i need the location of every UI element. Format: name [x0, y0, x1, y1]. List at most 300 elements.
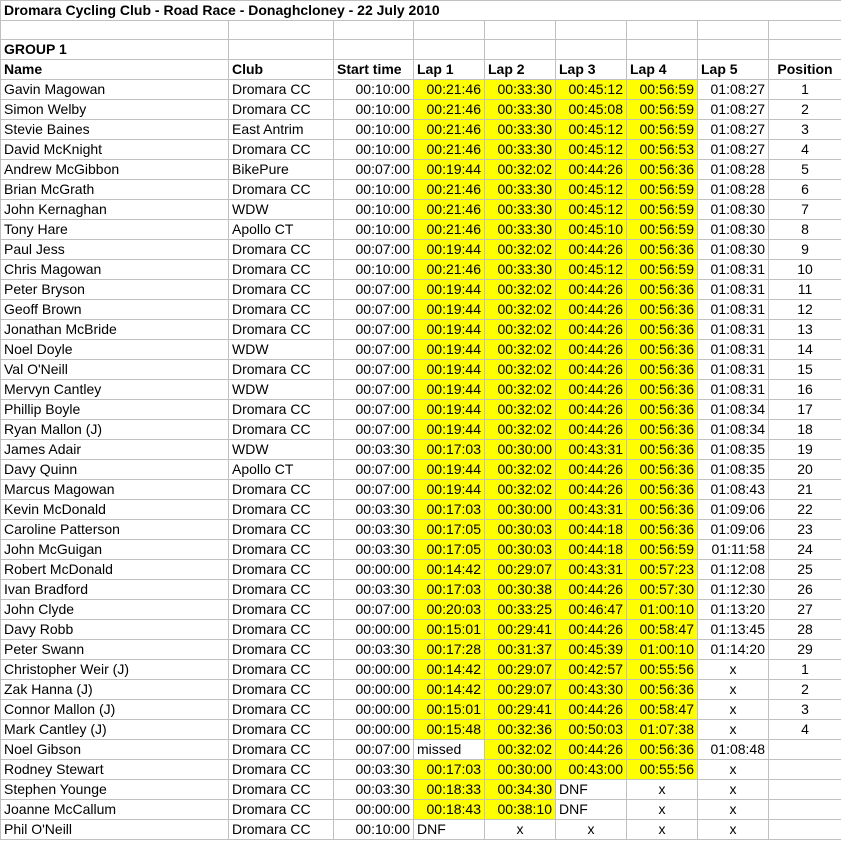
lap-2-cell[interactable]: 00:38:10 [485, 800, 556, 820]
lap-1-cell[interactable]: 00:17:28 [414, 640, 485, 660]
lap-4-cell[interactable]: 00:56:36 [627, 280, 698, 300]
start-time-cell[interactable]: 00:07:00 [334, 480, 414, 500]
club-cell[interactable]: Dromara CC [229, 700, 334, 720]
lap-3-cell[interactable]: 00:45:08 [556, 100, 627, 120]
position-cell[interactable]: 6 [769, 180, 841, 200]
start-time-cell[interactable]: 00:00:00 [334, 800, 414, 820]
lap-2-cell[interactable]: 00:33:30 [485, 260, 556, 280]
cell[interactable] [485, 40, 556, 60]
start-time-cell[interactable]: 00:00:00 [334, 720, 414, 740]
header-club[interactable]: Club [229, 60, 334, 80]
start-time-cell[interactable]: 00:10:00 [334, 260, 414, 280]
start-time-cell[interactable]: 00:10:00 [334, 180, 414, 200]
position-cell[interactable]: 29 [769, 640, 841, 660]
lap-4-cell[interactable]: 00:56:59 [627, 80, 698, 100]
position-cell[interactable]: 4 [769, 720, 841, 740]
lap-1-cell[interactable]: 00:19:44 [414, 420, 485, 440]
cell[interactable] [627, 40, 698, 60]
lap-5-cell[interactable]: 01:12:08 [698, 560, 769, 580]
position-cell[interactable] [769, 780, 841, 800]
rider-name-cell[interactable]: Davy Robb [1, 620, 229, 640]
position-cell[interactable]: 1 [769, 660, 841, 680]
header-lap-3[interactable]: Lap 3 [556, 60, 627, 80]
start-time-cell[interactable]: 00:00:00 [334, 680, 414, 700]
lap-5-cell[interactable]: 01:08:28 [698, 180, 769, 200]
rider-name-cell[interactable]: David McKnight [1, 140, 229, 160]
lap-2-cell[interactable]: 00:30:03 [485, 520, 556, 540]
lap-5-cell[interactable]: x [698, 720, 769, 740]
position-cell[interactable] [769, 760, 841, 780]
lap-1-cell[interactable]: 00:17:05 [414, 540, 485, 560]
lap-2-cell[interactable]: 00:32:36 [485, 720, 556, 740]
lap-1-cell[interactable]: 00:19:44 [414, 300, 485, 320]
lap-5-cell[interactable]: 01:08:31 [698, 260, 769, 280]
lap-4-cell[interactable]: 00:56:36 [627, 380, 698, 400]
club-cell[interactable]: Dromara CC [229, 300, 334, 320]
rider-name-cell[interactable]: Joanne McCallum [1, 800, 229, 820]
lap-1-cell[interactable]: missed [414, 740, 485, 760]
position-cell[interactable]: 25 [769, 560, 841, 580]
lap-1-cell[interactable]: 00:21:46 [414, 120, 485, 140]
start-time-cell[interactable]: 00:03:30 [334, 780, 414, 800]
club-cell[interactable]: WDW [229, 440, 334, 460]
lap-5-cell[interactable]: 01:08:27 [698, 80, 769, 100]
position-cell[interactable]: 3 [769, 120, 841, 140]
rider-name-cell[interactable]: Connor Mallon (J) [1, 700, 229, 720]
start-time-cell[interactable]: 00:10:00 [334, 80, 414, 100]
rider-name-cell[interactable]: Christopher Weir (J) [1, 660, 229, 680]
lap-4-cell[interactable]: 01:07:38 [627, 720, 698, 740]
header-position[interactable]: Position [769, 60, 841, 80]
rider-name-cell[interactable]: Jonathan McBride [1, 320, 229, 340]
lap-5-cell[interactable]: x [698, 820, 769, 840]
lap-3-cell[interactable]: 00:50:03 [556, 720, 627, 740]
lap-3-cell[interactable]: 00:44:18 [556, 520, 627, 540]
lap-4-cell[interactable]: 00:56:36 [627, 480, 698, 500]
lap-4-cell[interactable]: 00:56:36 [627, 680, 698, 700]
start-time-cell[interactable]: 00:10:00 [334, 820, 414, 840]
club-cell[interactable]: Dromara CC [229, 680, 334, 700]
start-time-cell[interactable]: 00:07:00 [334, 400, 414, 420]
lap-5-cell[interactable]: x [698, 660, 769, 680]
rider-name-cell[interactable]: Rodney Stewart [1, 760, 229, 780]
lap-2-cell[interactable]: 00:32:02 [485, 360, 556, 380]
lap-1-cell[interactable]: 00:15:01 [414, 700, 485, 720]
position-cell[interactable]: 21 [769, 480, 841, 500]
position-cell[interactable]: 14 [769, 340, 841, 360]
lap-4-cell[interactable]: x [627, 780, 698, 800]
group-label[interactable]: GROUP 1 [1, 40, 229, 60]
rider-name-cell[interactable]: Geoff Brown [1, 300, 229, 320]
position-cell[interactable]: 16 [769, 380, 841, 400]
cell[interactable] [229, 21, 334, 40]
rider-name-cell[interactable]: Caroline Patterson [1, 520, 229, 540]
start-time-cell[interactable]: 00:03:30 [334, 580, 414, 600]
lap-3-cell[interactable]: 00:45:12 [556, 260, 627, 280]
cell[interactable] [485, 21, 556, 40]
cell[interactable] [229, 40, 334, 60]
lap-4-cell[interactable]: 00:56:36 [627, 160, 698, 180]
start-time-cell[interactable]: 00:03:30 [334, 540, 414, 560]
lap-1-cell[interactable]: 00:17:05 [414, 520, 485, 540]
lap-3-cell[interactable]: 00:44:26 [556, 620, 627, 640]
rider-name-cell[interactable]: Brian McGrath [1, 180, 229, 200]
cell[interactable] [1, 21, 229, 40]
start-time-cell[interactable]: 00:10:00 [334, 120, 414, 140]
lap-2-cell[interactable]: 00:30:00 [485, 760, 556, 780]
lap-5-cell[interactable]: 01:08:31 [698, 300, 769, 320]
lap-3-cell[interactable]: 00:44:26 [556, 700, 627, 720]
rider-name-cell[interactable]: Mark Cantley (J) [1, 720, 229, 740]
header-lap-5[interactable]: Lap 5 [698, 60, 769, 80]
lap-2-cell[interactable]: 00:33:25 [485, 600, 556, 620]
club-cell[interactable]: Dromara CC [229, 760, 334, 780]
rider-name-cell[interactable]: Peter Swann [1, 640, 229, 660]
lap-3-cell[interactable]: 00:44:26 [556, 160, 627, 180]
lap-3-cell[interactable]: DNF [556, 800, 627, 820]
cell[interactable] [769, 21, 841, 40]
lap-5-cell[interactable]: 01:09:06 [698, 500, 769, 520]
lap-4-cell[interactable]: 01:00:10 [627, 640, 698, 660]
club-cell[interactable]: Dromara CC [229, 240, 334, 260]
start-time-cell[interactable]: 00:07:00 [334, 340, 414, 360]
rider-name-cell[interactable]: Zak Hanna (J) [1, 680, 229, 700]
lap-4-cell[interactable]: 00:56:59 [627, 260, 698, 280]
club-cell[interactable]: BikePure [229, 160, 334, 180]
lap-2-cell[interactable]: 00:33:30 [485, 180, 556, 200]
rider-name-cell[interactable]: Andrew McGibbon [1, 160, 229, 180]
lap-1-cell[interactable]: 00:19:44 [414, 320, 485, 340]
lap-5-cell[interactable]: 01:08:31 [698, 380, 769, 400]
rider-name-cell[interactable]: Paul Jess [1, 240, 229, 260]
lap-1-cell[interactable]: 00:21:46 [414, 140, 485, 160]
lap-4-cell[interactable]: 00:55:56 [627, 660, 698, 680]
lap-2-cell[interactable]: 00:29:07 [485, 660, 556, 680]
lap-1-cell[interactable]: 00:17:03 [414, 500, 485, 520]
rider-name-cell[interactable]: Robert McDonald [1, 560, 229, 580]
position-cell[interactable]: 10 [769, 260, 841, 280]
lap-2-cell[interactable]: 00:29:41 [485, 620, 556, 640]
start-time-cell[interactable]: 00:10:00 [334, 140, 414, 160]
start-time-cell[interactable]: 00:03:30 [334, 760, 414, 780]
lap-5-cell[interactable]: 01:08:27 [698, 100, 769, 120]
lap-5-cell[interactable]: 01:08:43 [698, 480, 769, 500]
club-cell[interactable]: Dromara CC [229, 740, 334, 760]
position-cell[interactable]: 20 [769, 460, 841, 480]
lap-4-cell[interactable]: 00:56:36 [627, 400, 698, 420]
position-cell[interactable]: 3 [769, 700, 841, 720]
lap-4-cell[interactable]: 00:58:47 [627, 620, 698, 640]
lap-2-cell[interactable]: 00:32:02 [485, 420, 556, 440]
lap-5-cell[interactable]: x [698, 780, 769, 800]
lap-5-cell[interactable]: 01:08:34 [698, 400, 769, 420]
lap-2-cell[interactable]: 00:32:02 [485, 340, 556, 360]
start-time-cell[interactable]: 00:00:00 [334, 660, 414, 680]
lap-5-cell[interactable]: x [698, 700, 769, 720]
start-time-cell[interactable]: 00:03:30 [334, 520, 414, 540]
cell[interactable] [698, 21, 769, 40]
club-cell[interactable]: Dromara CC [229, 480, 334, 500]
cell[interactable] [769, 40, 841, 60]
club-cell[interactable]: Dromara CC [229, 780, 334, 800]
lap-3-cell[interactable]: 00:44:26 [556, 340, 627, 360]
position-cell[interactable]: 9 [769, 240, 841, 260]
lap-5-cell[interactable]: 01:08:30 [698, 240, 769, 260]
lap-1-cell[interactable]: 00:15:01 [414, 620, 485, 640]
club-cell[interactable]: Dromara CC [229, 140, 334, 160]
position-cell[interactable]: 15 [769, 360, 841, 380]
lap-2-cell[interactable]: 00:30:00 [485, 440, 556, 460]
lap-2-cell[interactable]: 00:33:30 [485, 200, 556, 220]
position-cell[interactable]: 22 [769, 500, 841, 520]
lap-2-cell[interactable]: 00:32:02 [485, 300, 556, 320]
lap-2-cell[interactable]: 00:32:02 [485, 740, 556, 760]
cell[interactable] [627, 21, 698, 40]
lap-5-cell[interactable]: x [698, 800, 769, 820]
club-cell[interactable]: Apollo CT [229, 460, 334, 480]
lap-5-cell[interactable]: 01:08:31 [698, 320, 769, 340]
rider-name-cell[interactable]: Peter Bryson [1, 280, 229, 300]
start-time-cell[interactable]: 00:07:00 [334, 320, 414, 340]
lap-3-cell[interactable]: 00:45:39 [556, 640, 627, 660]
lap-3-cell[interactable]: 00:45:12 [556, 140, 627, 160]
lap-3-cell[interactable]: 00:44:26 [556, 280, 627, 300]
lap-2-cell[interactable]: 00:32:02 [485, 320, 556, 340]
lap-1-cell[interactable]: DNF [414, 820, 485, 840]
lap-1-cell[interactable]: 00:15:48 [414, 720, 485, 740]
header-name[interactable]: Name [1, 60, 229, 80]
rider-name-cell[interactable]: Chris Magowan [1, 260, 229, 280]
lap-2-cell[interactable]: 00:32:02 [485, 480, 556, 500]
lap-2-cell[interactable]: 00:30:38 [485, 580, 556, 600]
cell[interactable] [698, 40, 769, 60]
position-cell[interactable]: 17 [769, 400, 841, 420]
position-cell[interactable]: 11 [769, 280, 841, 300]
lap-3-cell[interactable]: 00:43:31 [556, 440, 627, 460]
start-time-cell[interactable]: 00:00:00 [334, 620, 414, 640]
position-cell[interactable]: 24 [769, 540, 841, 560]
lap-3-cell[interactable]: 00:45:10 [556, 220, 627, 240]
lap-1-cell[interactable]: 00:19:44 [414, 380, 485, 400]
cell[interactable] [334, 21, 414, 40]
lap-2-cell[interactable]: 00:31:37 [485, 640, 556, 660]
start-time-cell[interactable]: 00:03:30 [334, 640, 414, 660]
lap-1-cell[interactable]: 00:19:44 [414, 400, 485, 420]
lap-3-cell[interactable]: 00:44:18 [556, 540, 627, 560]
header-lap-4[interactable]: Lap 4 [627, 60, 698, 80]
club-cell[interactable]: Dromara CC [229, 640, 334, 660]
lap-2-cell[interactable]: 00:29:07 [485, 680, 556, 700]
lap-3-cell[interactable]: DNF [556, 780, 627, 800]
start-time-cell[interactable]: 00:07:00 [334, 160, 414, 180]
lap-3-cell[interactable]: 00:43:30 [556, 680, 627, 700]
cell[interactable] [414, 21, 485, 40]
rider-name-cell[interactable]: Ryan Mallon (J) [1, 420, 229, 440]
rider-name-cell[interactable]: John Clyde [1, 600, 229, 620]
cell[interactable] [556, 21, 627, 40]
rider-name-cell[interactable]: Noel Doyle [1, 340, 229, 360]
lap-5-cell[interactable]: 01:08:31 [698, 360, 769, 380]
lap-2-cell[interactable]: 00:32:02 [485, 240, 556, 260]
lap-3-cell[interactable]: 00:44:26 [556, 300, 627, 320]
lap-1-cell[interactable]: 00:14:42 [414, 560, 485, 580]
lap-3-cell[interactable]: 00:44:26 [556, 400, 627, 420]
lap-1-cell[interactable]: 00:21:46 [414, 180, 485, 200]
lap-2-cell[interactable]: 00:33:30 [485, 100, 556, 120]
lap-5-cell[interactable]: 01:08:31 [698, 340, 769, 360]
position-cell[interactable]: 8 [769, 220, 841, 240]
start-time-cell[interactable]: 00:10:00 [334, 100, 414, 120]
lap-3-cell[interactable]: 00:44:26 [556, 240, 627, 260]
start-time-cell[interactable]: 00:07:00 [334, 600, 414, 620]
club-cell[interactable]: WDW [229, 200, 334, 220]
lap-4-cell[interactable]: 00:56:36 [627, 500, 698, 520]
lap-4-cell[interactable]: x [627, 800, 698, 820]
header-lap-1[interactable]: Lap 1 [414, 60, 485, 80]
rider-name-cell[interactable]: Marcus Magowan [1, 480, 229, 500]
lap-4-cell[interactable]: 00:56:59 [627, 180, 698, 200]
lap-5-cell[interactable]: 01:08:35 [698, 460, 769, 480]
lap-4-cell[interactable]: 01:00:10 [627, 600, 698, 620]
lap-5-cell[interactable]: 01:08:34 [698, 420, 769, 440]
club-cell[interactable]: WDW [229, 340, 334, 360]
rider-name-cell[interactable]: Phillip Boyle [1, 400, 229, 420]
rider-name-cell[interactable]: Stevie Baines [1, 120, 229, 140]
position-cell[interactable]: 18 [769, 420, 841, 440]
start-time-cell[interactable]: 00:07:00 [334, 240, 414, 260]
lap-5-cell[interactable]: 01:12:30 [698, 580, 769, 600]
position-cell[interactable]: 12 [769, 300, 841, 320]
start-time-cell[interactable]: 00:03:30 [334, 440, 414, 460]
rider-name-cell[interactable]: Gavin Magowan [1, 80, 229, 100]
lap-4-cell[interactable]: 00:56:36 [627, 440, 698, 460]
lap-1-cell[interactable]: 00:21:46 [414, 80, 485, 100]
lap-3-cell[interactable]: 00:46:47 [556, 600, 627, 620]
lap-3-cell[interactable]: 00:45:12 [556, 200, 627, 220]
position-cell[interactable] [769, 740, 841, 760]
position-cell[interactable]: 2 [769, 680, 841, 700]
header-lap-2[interactable]: Lap 2 [485, 60, 556, 80]
lap-1-cell[interactable]: 00:14:42 [414, 680, 485, 700]
lap-4-cell[interactable]: 00:56:36 [627, 740, 698, 760]
lap-3-cell[interactable]: 00:43:31 [556, 500, 627, 520]
lap-1-cell[interactable]: 00:19:44 [414, 340, 485, 360]
rider-name-cell[interactable]: Noel Gibson [1, 740, 229, 760]
lap-5-cell[interactable]: 01:08:30 [698, 220, 769, 240]
lap-5-cell[interactable]: 01:13:20 [698, 600, 769, 620]
lap-4-cell[interactable]: 00:57:30 [627, 580, 698, 600]
lap-3-cell[interactable]: 00:44:26 [556, 580, 627, 600]
position-cell[interactable]: 19 [769, 440, 841, 460]
lap-4-cell[interactable]: 00:56:53 [627, 140, 698, 160]
lap-3-cell[interactable]: 00:45:12 [556, 120, 627, 140]
lap-4-cell[interactable]: x [627, 820, 698, 840]
header-start-time[interactable]: Start time [334, 60, 414, 80]
lap-4-cell[interactable]: 00:56:36 [627, 520, 698, 540]
position-cell[interactable]: 4 [769, 140, 841, 160]
lap-1-cell[interactable]: 00:21:46 [414, 220, 485, 240]
lap-5-cell[interactable]: 01:11:58 [698, 540, 769, 560]
club-cell[interactable]: Dromara CC [229, 260, 334, 280]
start-time-cell[interactable]: 00:10:00 [334, 200, 414, 220]
lap-3-cell[interactable]: 00:45:12 [556, 180, 627, 200]
lap-2-cell[interactable]: 00:32:02 [485, 460, 556, 480]
lap-4-cell[interactable]: 00:56:36 [627, 320, 698, 340]
lap-4-cell[interactable]: 00:58:47 [627, 700, 698, 720]
rider-name-cell[interactable]: Mervyn Cantley [1, 380, 229, 400]
club-cell[interactable]: Dromara CC [229, 620, 334, 640]
lap-2-cell[interactable]: 00:29:41 [485, 700, 556, 720]
lap-4-cell[interactable]: 00:56:36 [627, 340, 698, 360]
club-cell[interactable]: Apollo CT [229, 220, 334, 240]
lap-4-cell[interactable]: 00:56:59 [627, 540, 698, 560]
lap-3-cell[interactable]: 00:44:26 [556, 320, 627, 340]
cell[interactable] [414, 40, 485, 60]
rider-name-cell[interactable]: John Kernaghan [1, 200, 229, 220]
lap-5-cell[interactable]: x [698, 760, 769, 780]
lap-5-cell[interactable]: 01:08:27 [698, 120, 769, 140]
position-cell[interactable]: 28 [769, 620, 841, 640]
position-cell[interactable] [769, 800, 841, 820]
club-cell[interactable]: Dromara CC [229, 80, 334, 100]
cell[interactable] [334, 40, 414, 60]
rider-name-cell[interactable]: Val O'Neill [1, 360, 229, 380]
start-time-cell[interactable]: 00:07:00 [334, 460, 414, 480]
club-cell[interactable]: Dromara CC [229, 100, 334, 120]
lap-3-cell[interactable]: 00:44:26 [556, 480, 627, 500]
lap-2-cell[interactable]: 00:32:02 [485, 380, 556, 400]
lap-5-cell[interactable]: 01:08:28 [698, 160, 769, 180]
lap-4-cell[interactable]: 00:56:36 [627, 460, 698, 480]
lap-2-cell[interactable]: 00:33:30 [485, 80, 556, 100]
lap-3-cell[interactable]: 00:44:26 [556, 360, 627, 380]
rider-name-cell[interactable]: Ivan Bradford [1, 580, 229, 600]
start-time-cell[interactable]: 00:07:00 [334, 280, 414, 300]
rider-name-cell[interactable]: Stephen Younge [1, 780, 229, 800]
lap-1-cell[interactable]: 00:19:44 [414, 480, 485, 500]
lap-1-cell[interactable]: 00:21:46 [414, 100, 485, 120]
lap-2-cell[interactable]: 00:30:03 [485, 540, 556, 560]
start-time-cell[interactable]: 00:00:00 [334, 700, 414, 720]
position-cell[interactable]: 13 [769, 320, 841, 340]
lap-1-cell[interactable]: 00:21:46 [414, 200, 485, 220]
rider-name-cell[interactable]: John McGuigan [1, 540, 229, 560]
lap-5-cell[interactable]: 01:08:48 [698, 740, 769, 760]
lap-1-cell[interactable]: 00:18:33 [414, 780, 485, 800]
club-cell[interactable]: East Antrim [229, 120, 334, 140]
lap-3-cell[interactable]: 00:42:57 [556, 660, 627, 680]
lap-5-cell[interactable]: 01:14:20 [698, 640, 769, 660]
position-cell[interactable]: 2 [769, 100, 841, 120]
lap-2-cell[interactable]: 00:33:30 [485, 120, 556, 140]
start-time-cell[interactable]: 00:03:30 [334, 500, 414, 520]
lap-5-cell[interactable]: 01:08:35 [698, 440, 769, 460]
position-cell[interactable] [769, 820, 841, 840]
sheet-title[interactable]: Dromara Cycling Club - Road Race - Donaghcloney - 22 July 2010 [1, 1, 841, 21]
lap-5-cell[interactable]: x [698, 680, 769, 700]
club-cell[interactable]: Dromara CC [229, 280, 334, 300]
start-time-cell[interactable]: 00:07:00 [334, 740, 414, 760]
rider-name-cell[interactable]: Davy Quinn [1, 460, 229, 480]
lap-5-cell[interactable]: 01:08:31 [698, 280, 769, 300]
cell[interactable] [556, 40, 627, 60]
start-time-cell[interactable]: 00:07:00 [334, 300, 414, 320]
club-cell[interactable]: Dromara CC [229, 320, 334, 340]
lap-4-cell[interactable]: 00:57:23 [627, 560, 698, 580]
lap-4-cell[interactable]: 00:56:59 [627, 120, 698, 140]
lap-3-cell[interactable]: 00:44:26 [556, 740, 627, 760]
lap-2-cell[interactable]: 00:32:02 [485, 160, 556, 180]
